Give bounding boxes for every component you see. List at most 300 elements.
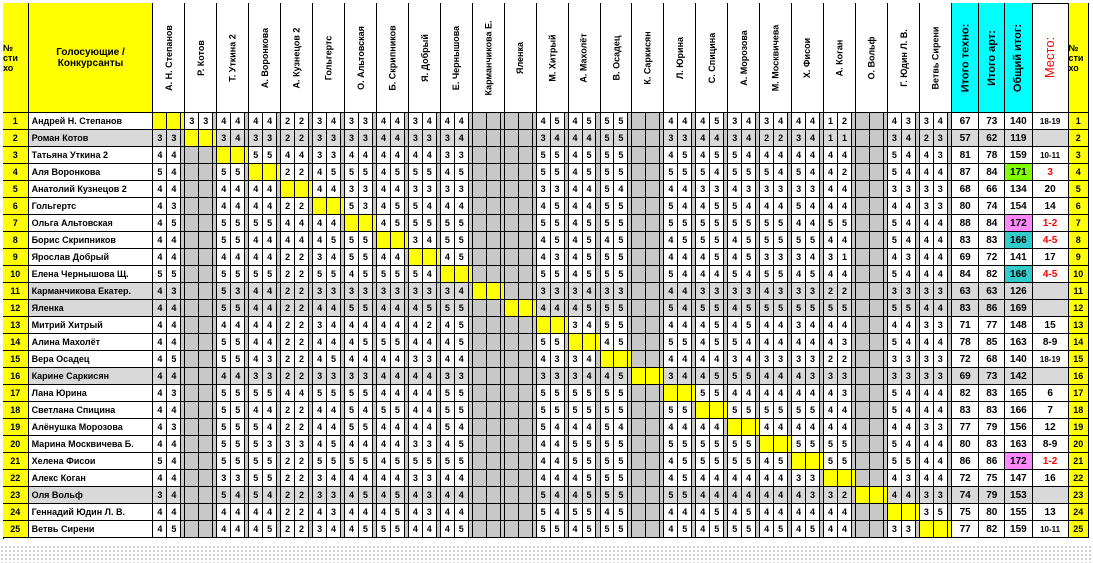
score-cell[interactable]: 4 xyxy=(409,487,423,504)
score-cell[interactable]: 3 xyxy=(934,283,948,300)
score-cell[interactable]: 3 xyxy=(601,283,615,300)
row-number[interactable]: 12 xyxy=(3,300,29,317)
score-cell[interactable] xyxy=(632,232,646,249)
score-cell[interactable]: 4 xyxy=(664,181,678,198)
row-number-right[interactable]: 2 xyxy=(1069,130,1089,147)
score-cell[interactable]: 4 xyxy=(327,470,341,487)
score-cell[interactable]: 5 xyxy=(806,300,820,317)
score-cell[interactable]: 5 xyxy=(583,521,597,538)
score-cell[interactable]: 4 xyxy=(391,147,405,164)
score-cell[interactable]: 2 xyxy=(838,113,852,130)
score-cell[interactable]: 5 xyxy=(377,521,391,538)
row-number-right[interactable]: 20 xyxy=(1069,436,1089,453)
score-cell[interactable]: 4 xyxy=(327,419,341,436)
score-cell[interactable] xyxy=(870,453,884,470)
score-cell[interactable]: 4 xyxy=(263,283,277,300)
score-cell[interactable]: 4 xyxy=(167,181,181,198)
score-cell[interactable] xyxy=(505,436,519,453)
score-cell[interactable]: 5 xyxy=(583,232,597,249)
score-cell[interactable] xyxy=(487,164,501,181)
score-cell[interactable]: 5 xyxy=(710,453,724,470)
tech-total[interactable]: 77 xyxy=(952,419,980,436)
score-cell[interactable]: 5 xyxy=(583,113,597,130)
score-cell[interactable] xyxy=(632,317,646,334)
score-cell[interactable] xyxy=(870,266,884,283)
score-cell[interactable]: 3 xyxy=(313,113,327,130)
score-cell[interactable] xyxy=(505,232,519,249)
score-cell[interactable]: 4 xyxy=(696,317,710,334)
score-cell[interactable]: 5 xyxy=(345,198,359,215)
score-cell[interactable] xyxy=(870,470,884,487)
score-cell[interactable]: 4 xyxy=(167,487,181,504)
score-cell[interactable] xyxy=(856,470,870,487)
score-cell[interactable]: 5 xyxy=(153,453,167,470)
score-cell[interactable]: 4 xyxy=(934,453,948,470)
score-cell[interactable]: 5 xyxy=(824,453,838,470)
score-cell[interactable]: 5 xyxy=(614,147,628,164)
place-cell[interactable]: 7 xyxy=(1033,402,1069,419)
score-cell[interactable]: 4 xyxy=(249,283,263,300)
score-cell[interactable]: 5 xyxy=(760,300,774,317)
overall-total[interactable]: 141 xyxy=(1005,249,1033,266)
score-cell[interactable]: 3 xyxy=(153,130,167,147)
score-cell[interactable]: 5 xyxy=(551,113,565,130)
score-cell[interactable]: 5 xyxy=(742,215,756,232)
score-cell[interactable] xyxy=(519,266,533,283)
score-cell[interactable] xyxy=(646,249,660,266)
score-cell[interactable]: 5 xyxy=(423,453,437,470)
score-cell[interactable]: 4 xyxy=(455,283,469,300)
score-cell[interactable]: 5 xyxy=(359,164,373,181)
score-cell[interactable]: 5 xyxy=(838,300,852,317)
score-cell[interactable]: 5 xyxy=(249,215,263,232)
place-cell[interactable]: 3 xyxy=(1033,164,1069,181)
score-cell[interactable]: 5 xyxy=(888,232,902,249)
score-cell[interactable]: 3 xyxy=(569,368,583,385)
score-cell[interactable]: 5 xyxy=(409,215,423,232)
score-cell[interactable]: 4 xyxy=(313,402,327,419)
score-cell[interactable]: 4 xyxy=(742,385,756,402)
score-cell[interactable]: 4 xyxy=(792,215,806,232)
score-cell[interactable]: 5 xyxy=(792,436,806,453)
score-cell[interactable] xyxy=(519,487,533,504)
score-cell[interactable]: 4 xyxy=(249,504,263,521)
score-cell[interactable] xyxy=(934,521,948,538)
score-cell[interactable]: 2 xyxy=(281,300,295,317)
score-cell[interactable] xyxy=(646,266,660,283)
score-cell[interactable]: 4 xyxy=(696,130,710,147)
score-cell[interactable] xyxy=(185,419,199,436)
score-cell[interactable]: 3 xyxy=(710,283,724,300)
score-cell[interactable] xyxy=(505,181,519,198)
score-cell[interactable]: 3 xyxy=(409,436,423,453)
score-cell[interactable] xyxy=(185,215,199,232)
score-cell[interactable]: 3 xyxy=(423,436,437,453)
score-cell[interactable]: 3 xyxy=(391,283,405,300)
score-cell[interactable]: 4 xyxy=(327,300,341,317)
score-cell[interactable]: 2 xyxy=(295,334,309,351)
score-cell[interactable] xyxy=(505,317,519,334)
score-cell[interactable]: 5 xyxy=(231,385,245,402)
score-cell[interactable]: 5 xyxy=(391,334,405,351)
score-cell[interactable]: 5 xyxy=(742,521,756,538)
score-cell[interactable]: 4 xyxy=(824,164,838,181)
score-cell[interactable] xyxy=(632,402,646,419)
score-cell[interactable]: 4 xyxy=(167,402,181,419)
score-cell[interactable] xyxy=(505,453,519,470)
score-cell[interactable] xyxy=(505,334,519,351)
place-cell[interactable] xyxy=(1033,300,1069,317)
score-cell[interactable]: 4 xyxy=(441,351,455,368)
score-cell[interactable] xyxy=(473,266,487,283)
score-cell[interactable]: 5 xyxy=(696,215,710,232)
score-cell[interactable]: 5 xyxy=(614,385,628,402)
score-cell[interactable]: 3 xyxy=(934,368,948,385)
score-cell[interactable]: 4 xyxy=(263,198,277,215)
score-cell[interactable]: 5 xyxy=(888,385,902,402)
score-cell[interactable]: 4 xyxy=(345,334,359,351)
contestant-name[interactable]: Митрий Хитрый xyxy=(29,317,154,334)
score-cell[interactable]: 5 xyxy=(728,402,742,419)
score-cell[interactable] xyxy=(199,385,213,402)
overall-total[interactable]: 166 xyxy=(1005,232,1033,249)
score-cell[interactable]: 5 xyxy=(423,164,437,181)
art-total[interactable]: 86 xyxy=(979,453,1005,470)
score-cell[interactable]: 5 xyxy=(359,266,373,283)
score-cell[interactable]: 4 xyxy=(774,113,788,130)
score-cell[interactable]: 5 xyxy=(728,453,742,470)
score-cell[interactable]: 4 xyxy=(167,368,181,385)
score-cell[interactable]: 4 xyxy=(153,402,167,419)
score-cell[interactable]: 5 xyxy=(774,300,788,317)
score-cell[interactable]: 5 xyxy=(678,164,692,181)
score-cell[interactable]: 4 xyxy=(774,317,788,334)
score-cell[interactable] xyxy=(870,317,884,334)
score-cell[interactable]: 3 xyxy=(313,368,327,385)
score-cell[interactable]: 4 xyxy=(551,130,565,147)
score-cell[interactable]: 3 xyxy=(696,283,710,300)
score-cell[interactable] xyxy=(519,215,533,232)
score-cell[interactable]: 4 xyxy=(441,521,455,538)
place-cell[interactable] xyxy=(1033,130,1069,147)
score-cell[interactable]: 4 xyxy=(263,181,277,198)
score-cell[interactable]: 4 xyxy=(678,300,692,317)
score-cell[interactable] xyxy=(646,147,660,164)
score-cell[interactable]: 4 xyxy=(327,113,341,130)
score-cell[interactable]: 5 xyxy=(664,215,678,232)
score-cell[interactable]: 5 xyxy=(551,147,565,164)
score-cell[interactable]: 5 xyxy=(231,436,245,453)
score-cell[interactable]: 3 xyxy=(569,351,583,368)
score-cell[interactable] xyxy=(856,436,870,453)
score-cell[interactable]: 4 xyxy=(774,198,788,215)
score-cell[interactable]: 3 xyxy=(327,283,341,300)
score-cell[interactable]: 4 xyxy=(231,249,245,266)
score-cell[interactable]: 4 xyxy=(888,317,902,334)
score-cell[interactable]: 5 xyxy=(327,453,341,470)
score-cell[interactable]: 3 xyxy=(167,198,181,215)
art-total[interactable]: 62 xyxy=(979,130,1005,147)
art-total[interactable]: 73 xyxy=(979,113,1005,130)
score-cell[interactable]: 4 xyxy=(441,436,455,453)
score-cell[interactable]: 5 xyxy=(377,334,391,351)
score-cell[interactable]: 4 xyxy=(359,402,373,419)
contestant-name[interactable]: Яленка xyxy=(29,300,154,317)
score-cell[interactable]: 2 xyxy=(295,487,309,504)
score-cell[interactable]: 5 xyxy=(601,419,615,436)
score-cell[interactable] xyxy=(856,419,870,436)
score-cell[interactable] xyxy=(632,453,646,470)
score-cell[interactable]: 2 xyxy=(295,113,309,130)
row-number-right[interactable]: 4 xyxy=(1069,164,1089,181)
art-total[interactable]: 83 xyxy=(979,385,1005,402)
score-cell[interactable]: 4 xyxy=(774,419,788,436)
row-number[interactable]: 13 xyxy=(3,317,29,334)
score-cell[interactable]: 3 xyxy=(774,351,788,368)
score-cell[interactable]: 3 xyxy=(185,113,199,130)
score-cell[interactable] xyxy=(327,198,341,215)
score-cell[interactable]: 5 xyxy=(742,368,756,385)
score-cell[interactable] xyxy=(632,130,646,147)
score-cell[interactable]: 1 xyxy=(838,130,852,147)
score-cell[interactable]: 5 xyxy=(217,300,231,317)
score-cell[interactable]: 4 xyxy=(327,334,341,351)
score-cell[interactable]: 4 xyxy=(934,232,948,249)
score-cell[interactable] xyxy=(505,113,519,130)
score-cell[interactable]: 4 xyxy=(583,181,597,198)
row-number[interactable]: 3 xyxy=(3,147,29,164)
score-cell[interactable]: 5 xyxy=(359,521,373,538)
score-cell[interactable]: 4 xyxy=(281,147,295,164)
score-cell[interactable]: 3 xyxy=(313,470,327,487)
score-cell[interactable]: 4 xyxy=(728,232,742,249)
score-cell[interactable]: 5 xyxy=(455,300,469,317)
score-cell[interactable]: 3 xyxy=(838,385,852,402)
score-cell[interactable] xyxy=(646,385,660,402)
score-cell[interactable]: 4 xyxy=(569,113,583,130)
score-cell[interactable]: 5 xyxy=(345,249,359,266)
score-cell[interactable] xyxy=(185,368,199,385)
score-cell[interactable]: 2 xyxy=(295,521,309,538)
score-cell[interactable]: 5 xyxy=(441,419,455,436)
score-cell[interactable]: 4 xyxy=(760,453,774,470)
place-cell[interactable]: 18-19 xyxy=(1033,113,1069,130)
score-cell[interactable]: 5 xyxy=(728,266,742,283)
score-cell[interactable]: 4 xyxy=(423,113,437,130)
score-cell[interactable]: 2 xyxy=(295,300,309,317)
score-cell[interactable] xyxy=(473,436,487,453)
overall-total[interactable]: 159 xyxy=(1005,147,1033,164)
score-cell[interactable] xyxy=(505,368,519,385)
overall-total[interactable]: 119 xyxy=(1005,130,1033,147)
score-cell[interactable] xyxy=(167,113,181,130)
score-cell[interactable] xyxy=(551,317,565,334)
score-cell[interactable]: 5 xyxy=(359,419,373,436)
score-cell[interactable]: 5 xyxy=(327,385,341,402)
score-cell[interactable] xyxy=(870,113,884,130)
score-cell[interactable]: 4 xyxy=(838,181,852,198)
score-cell[interactable]: 2 xyxy=(295,266,309,283)
score-cell[interactable]: 3 xyxy=(217,130,231,147)
score-cell[interactable]: 2 xyxy=(281,368,295,385)
score-cell[interactable]: 5 xyxy=(601,402,615,419)
score-cell[interactable]: 4 xyxy=(824,419,838,436)
score-cell[interactable]: 4 xyxy=(583,368,597,385)
score-cell[interactable] xyxy=(519,232,533,249)
score-cell[interactable]: 5 xyxy=(551,164,565,181)
score-cell[interactable]: 3 xyxy=(327,368,341,385)
score-cell[interactable]: 5 xyxy=(455,402,469,419)
score-cell[interactable]: 5 xyxy=(934,504,948,521)
score-cell[interactable]: 5 xyxy=(391,521,405,538)
score-cell[interactable]: 4 xyxy=(441,113,455,130)
score-cell[interactable] xyxy=(473,470,487,487)
score-cell[interactable]: 3 xyxy=(920,487,934,504)
score-cell[interactable] xyxy=(199,215,213,232)
score-cell[interactable]: 4 xyxy=(696,266,710,283)
score-cell[interactable] xyxy=(646,436,660,453)
overall-total[interactable]: 166 xyxy=(1005,402,1033,419)
score-cell[interactable]: 4 xyxy=(774,487,788,504)
score-cell[interactable]: 3 xyxy=(934,487,948,504)
art-total[interactable]: 72 xyxy=(979,249,1005,266)
score-cell[interactable]: 4 xyxy=(359,317,373,334)
score-cell[interactable] xyxy=(870,215,884,232)
score-cell[interactable] xyxy=(487,300,501,317)
score-cell[interactable]: 5 xyxy=(678,232,692,249)
score-cell[interactable]: 3 xyxy=(537,130,551,147)
score-cell[interactable]: 4 xyxy=(377,351,391,368)
score-cell[interactable]: 5 xyxy=(345,453,359,470)
score-cell[interactable]: 3 xyxy=(327,147,341,164)
score-cell[interactable]: 5 xyxy=(327,266,341,283)
score-cell[interactable]: 4 xyxy=(153,368,167,385)
score-cell[interactable] xyxy=(505,521,519,538)
score-cell[interactable]: 4 xyxy=(678,181,692,198)
score-cell[interactable] xyxy=(199,249,213,266)
score-cell[interactable]: 2 xyxy=(838,351,852,368)
score-cell[interactable] xyxy=(838,470,852,487)
score-cell[interactable]: 5 xyxy=(774,215,788,232)
tech-total[interactable]: 74 xyxy=(952,487,980,504)
score-cell[interactable]: 4 xyxy=(409,334,423,351)
score-cell[interactable] xyxy=(519,470,533,487)
score-cell[interactable]: 1 xyxy=(824,113,838,130)
score-cell[interactable] xyxy=(760,436,774,453)
score-cell[interactable]: 4 xyxy=(678,113,692,130)
score-cell[interactable] xyxy=(185,249,199,266)
score-cell[interactable]: 4 xyxy=(409,368,423,385)
score-cell[interactable]: 3 xyxy=(281,436,295,453)
score-cell[interactable]: 5 xyxy=(345,232,359,249)
score-cell[interactable]: 4 xyxy=(824,198,838,215)
score-cell[interactable]: 4 xyxy=(327,317,341,334)
score-cell[interactable]: 4 xyxy=(664,147,678,164)
score-cell[interactable] xyxy=(487,402,501,419)
score-cell[interactable]: 3 xyxy=(263,368,277,385)
score-cell[interactable]: 5 xyxy=(601,215,615,232)
overall-total[interactable]: 154 xyxy=(1005,198,1033,215)
score-cell[interactable] xyxy=(646,402,660,419)
score-cell[interactable]: 4 xyxy=(423,232,437,249)
score-cell[interactable] xyxy=(870,402,884,419)
score-cell[interactable] xyxy=(870,232,884,249)
score-cell[interactable]: 3 xyxy=(153,487,167,504)
row-number-right[interactable]: 21 xyxy=(1069,453,1089,470)
score-cell[interactable]: 5 xyxy=(742,300,756,317)
score-cell[interactable]: 4 xyxy=(441,317,455,334)
score-cell[interactable]: 3 xyxy=(678,130,692,147)
score-cell[interactable]: 4 xyxy=(934,436,948,453)
score-cell[interactable]: 4 xyxy=(920,453,934,470)
overall-total[interactable]: 153 xyxy=(1005,487,1033,504)
score-cell[interactable]: 5 xyxy=(601,130,615,147)
score-cell[interactable]: 3 xyxy=(824,487,838,504)
score-cell[interactable]: 5 xyxy=(728,521,742,538)
score-cell[interactable]: 4 xyxy=(153,385,167,402)
score-cell[interactable]: 5 xyxy=(423,215,437,232)
score-cell[interactable]: 4 xyxy=(742,113,756,130)
score-cell[interactable]: 5 xyxy=(327,436,341,453)
score-cell[interactable]: 5 xyxy=(217,164,231,181)
score-cell[interactable]: 5 xyxy=(583,436,597,453)
score-cell[interactable]: 4 xyxy=(806,249,820,266)
score-cell[interactable]: 5 xyxy=(678,436,692,453)
score-cell[interactable]: 4 xyxy=(920,147,934,164)
score-cell[interactable]: 5 xyxy=(167,351,181,368)
score-cell[interactable]: 4 xyxy=(313,504,327,521)
row-number-right[interactable]: 9 xyxy=(1069,249,1089,266)
score-cell[interactable] xyxy=(441,266,455,283)
score-cell[interactable] xyxy=(792,453,806,470)
score-cell[interactable]: 4 xyxy=(710,164,724,181)
score-cell[interactable]: 4 xyxy=(792,113,806,130)
score-cell[interactable]: 3 xyxy=(249,368,263,385)
score-cell[interactable]: 3 xyxy=(792,249,806,266)
score-cell[interactable]: 2 xyxy=(281,470,295,487)
score-cell[interactable]: 4 xyxy=(774,504,788,521)
tech-total[interactable]: 72 xyxy=(952,470,980,487)
row-number[interactable]: 24 xyxy=(3,504,29,521)
score-cell[interactable]: 3 xyxy=(902,368,916,385)
contestant-name[interactable]: Алина Махолёт xyxy=(29,334,154,351)
score-cell[interactable]: 2 xyxy=(295,402,309,419)
score-cell[interactable]: 4 xyxy=(792,368,806,385)
score-cell[interactable] xyxy=(870,385,884,402)
score-cell[interactable]: 5 xyxy=(583,470,597,487)
score-cell[interactable]: 4 xyxy=(934,385,948,402)
score-cell[interactable]: 5 xyxy=(551,402,565,419)
score-cell[interactable]: 4 xyxy=(217,317,231,334)
score-cell[interactable] xyxy=(423,249,437,266)
score-cell[interactable]: 5 xyxy=(263,385,277,402)
score-cell[interactable]: 5 xyxy=(455,521,469,538)
score-cell[interactable]: 4 xyxy=(569,249,583,266)
score-cell[interactable]: 5 xyxy=(710,368,724,385)
score-cell[interactable]: 3 xyxy=(792,283,806,300)
score-cell[interactable]: 3 xyxy=(345,368,359,385)
score-cell[interactable]: 2 xyxy=(295,351,309,368)
score-cell[interactable] xyxy=(646,198,660,215)
score-cell[interactable]: 3 xyxy=(167,385,181,402)
score-cell[interactable]: 4 xyxy=(423,147,437,164)
score-cell[interactable]: 5 xyxy=(601,453,615,470)
score-cell[interactable]: 5 xyxy=(231,334,245,351)
score-cell[interactable]: 5 xyxy=(806,402,820,419)
score-cell[interactable] xyxy=(473,419,487,436)
score-cell[interactable]: 5 xyxy=(614,453,628,470)
score-cell[interactable] xyxy=(856,351,870,368)
